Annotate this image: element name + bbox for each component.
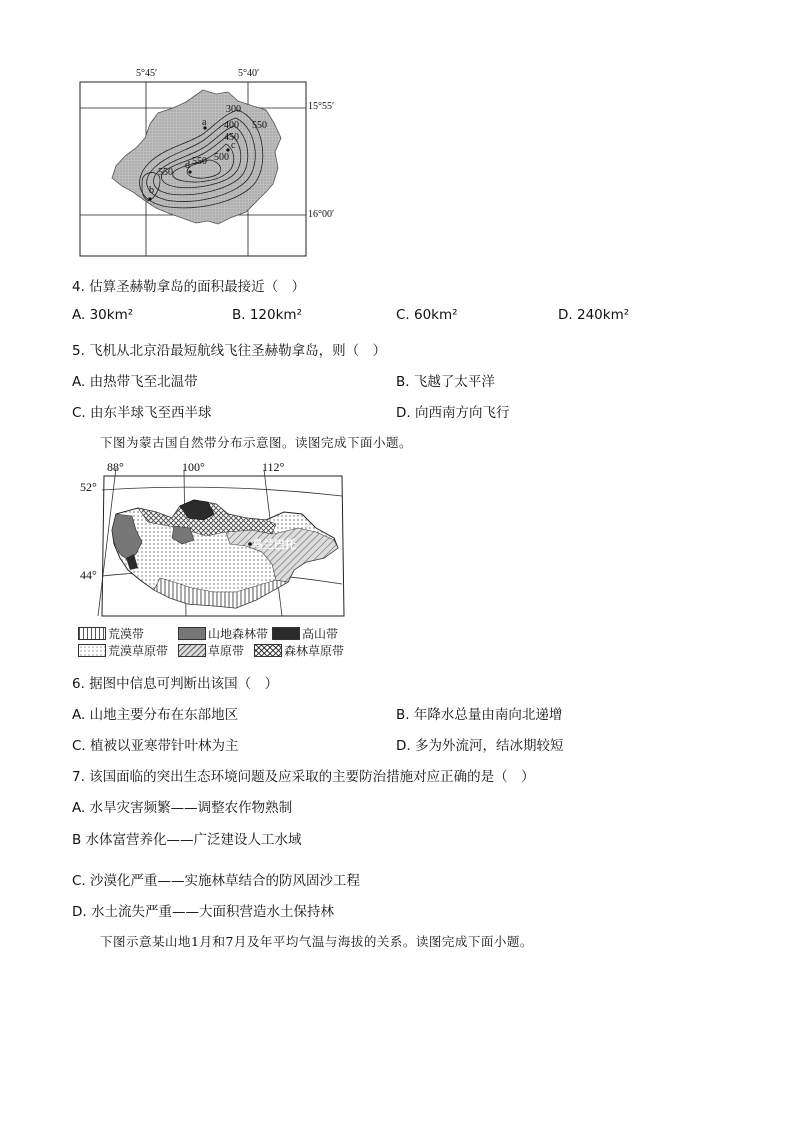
island-contour-map [78,68,338,258]
q5-option-a[interactable]: A. 由热带飞至北温带 [72,374,198,390]
q6-option-d[interactable]: D. 多为外流河，结冰期较短 [396,738,564,754]
q7-option-a[interactable]: A. 水旱灾害频繁——调整农作物熟制 [72,800,293,816]
legend-label: 高山带 [302,627,339,641]
legend-label: 森林草原带 [284,644,345,658]
q7-stem: 7. 该国面临的突出生态环境问题及应采取的主要防治措施对应正确的是（ ） [72,769,535,785]
q7-option-d[interactable]: D. 水土流失严重——大面积营造水土保持林 [72,904,334,920]
lon-label-88: 88° [107,460,124,474]
lat-label-2: 16°00′ [308,209,335,220]
q6-option-b[interactable]: B. 年降水总量由南向北递增 [396,707,563,723]
legend-item-alpine [272,625,338,642]
q4-stem: 4. 估算圣赫勒拿岛的面积最接近（ ） [72,279,306,295]
city-label-ulaanbaatar: 乌兰巴托 [252,538,296,551]
legend-label: 荒漠带 [108,627,145,641]
point-label-d: d [185,160,190,171]
forest-steppe-swatch [254,644,282,657]
steppe-swatch [178,644,206,657]
q7-option-b[interactable]: B 水体富营养化——广泛建设人工水域 [72,832,302,848]
lon-label-112: 112° [262,460,285,474]
point-label-c: c [231,140,236,151]
contour-label: 550 [252,120,267,131]
contour-label: 550 [192,156,207,167]
legend-item-steppe [178,642,244,659]
q4-option-d[interactable]: D. 240km² [558,307,630,323]
legend-item-desert-steppe [78,642,168,659]
legend-label: 荒漠草原带 [108,644,169,658]
lon-label-100: 100° [182,460,205,474]
lat-label-44: 44° [80,568,97,582]
q6-option-a[interactable]: A. 山地主要分布在东部地区 [72,707,239,723]
contour-label: 300 [226,104,241,115]
lat-label-1: 15°55′ [308,101,335,112]
section-intro-2: 下图示意某山地1月和7月及年平均气温与海拔的关系。读图完成下面小题。 [100,934,533,949]
legend-label: 山地森林带 [208,627,269,641]
q6-stem: 6. 据图中信息可判断出该国（ ） [72,676,279,692]
contour-label: 400 [224,120,239,131]
island-map-svg [78,68,338,258]
section-intro: 下图为蒙古国自然带分布示意图。读图完成下面小题。 [100,435,413,450]
desert-steppe-swatch [78,644,106,657]
mountain-forest-swatch [178,627,206,640]
q4-option-c[interactable]: C. 60km² [396,307,458,323]
q5-stem: 5. 飞机从北京沿最短航线飞往圣赫勒拿岛，则（ ） [72,343,387,359]
legend-label: 草原带 [208,644,245,658]
lon-label-1: 5°45′ [136,68,158,79]
point-label-b: b [149,185,154,196]
q6-option-c[interactable]: C. 植被以亚寒带针叶林为主 [72,738,239,754]
lat-label-52: 52° [80,480,97,494]
contour-label: 550 [158,167,173,178]
q5-option-c[interactable]: C. 由东半球飞至西半球 [72,405,212,421]
q5-option-d[interactable]: D. 向西南方向飞行 [396,405,510,421]
lon-label-2: 5°40′ [238,68,260,79]
q4-option-a[interactable]: A. 30km² [72,307,134,323]
legend-item-desert [78,625,144,642]
contour-label: 450 [224,132,239,143]
contour-label: 500 [214,152,229,163]
point-label-a: a [202,117,207,128]
legend-item-forest-steppe [254,642,344,659]
mongolia-map-svg [76,458,356,618]
alpine-swatch [272,627,300,640]
q5-option-b[interactable]: B. 飞越了太平洋 [396,374,495,390]
mongolia-zone-map [76,458,356,663]
desert-swatch [78,627,106,640]
legend-item-mountain-forest [178,625,268,642]
q7-option-c[interactable]: C. 沙漠化严重——实施林草结合的防风固沙工程 [72,873,361,889]
q4-option-b[interactable]: B. 120km² [232,307,302,323]
